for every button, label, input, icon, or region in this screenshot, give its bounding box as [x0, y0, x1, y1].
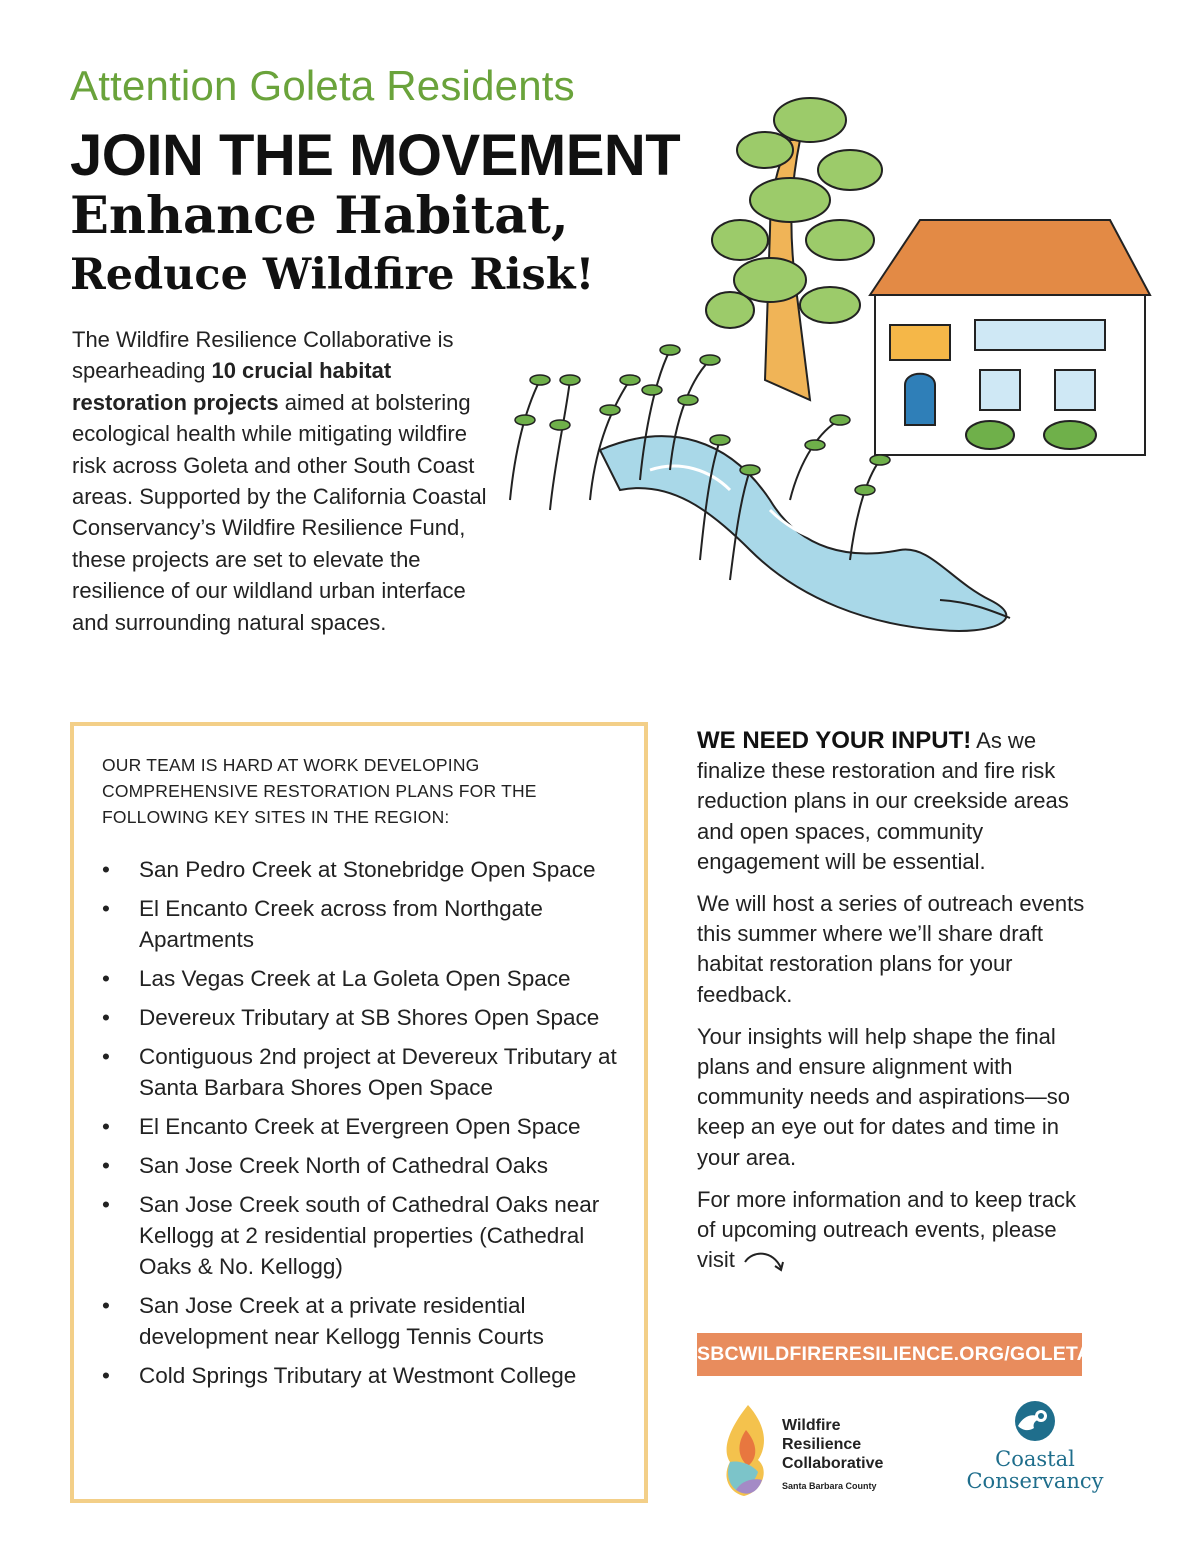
input-paragraph-3: Your insights will help shape the final plans and ensure alignment with community needs and aspirations—so keep an eye out for dates and time in your area. — [697, 1023, 1070, 1170]
kicker-heading: Attention Goleta Residents — [70, 62, 575, 109]
wrc-subtitle: Santa Barbara County — [782, 1481, 877, 1491]
wrc-logo — [718, 1400, 918, 1500]
site-item: • Cold Springs Tributary at Westmont College — [102, 1360, 622, 1391]
input-lead: WE NEED YOUR INPUT! — [697, 727, 972, 754]
site-item: • San Jose Creek at a private residential development near Kellogg Tennis Courts — [102, 1290, 622, 1352]
site-item: • Devereux Tributary at SB Shores Open Space — [102, 1002, 622, 1033]
site-item: • San Jose Creek south of Cathedral Oaks near Kellogg at 2 residential properties (Cathedral Oaks & No. Kellogg) — [102, 1189, 622, 1282]
subheadline-habitat: Enhance Habitat, — [70, 186, 569, 246]
website-link[interactable]: SBCWILDFIRERESILIENCE.ORG/GOLETA — [697, 1333, 1082, 1376]
intro-paragraph: The Wildfire Resilience Collaborative is spearheading 10 crucial habitat restoration projects aimed at bolstering ecological health while mitigating wildfire risk across Goleta and other South Coast areas. Supported by the California Coastal Conservancy’s Wildfire Resilience Fund, these projects are set to elevate the resilience of our wildland urban interface and surrounding natural spaces. — [72, 327, 487, 635]
site-item: • Las Vegas Creek at La Goleta Open Space — [102, 963, 622, 994]
input-paragraph-1: WE NEED YOUR INPUT! As we finalize these restoration and fire risk reduction plans in our creekside areas and open spaces, community engagement will be essential. — [697, 727, 1069, 874]
house — [870, 220, 1150, 455]
site-item: • El Encanto Creek at Evergreen Open Space — [102, 1111, 622, 1142]
sites-list — [102, 854, 622, 1399]
tree-leaves — [706, 98, 882, 328]
creek-house-illustration — [470, 80, 1180, 640]
intro-highlight: 10 crucial habitat restoration projects — [72, 358, 392, 415]
sites-heading: OUR TEAM IS HARD AT WORK DEVELOPING COMPREHENSIVE RESTORATION PLANS FOR THE FOLLOWING KEY SITES IN THE REGION: — [102, 755, 537, 827]
main-headline: JOIN THE MOVEMENT — [70, 123, 681, 188]
site-item: • Contiguous 2nd project at Devereux Tributary at Santa Barbara Shores Open Space — [102, 1041, 622, 1103]
site-item: • El Encanto Creek across from Northgate Apartments — [102, 893, 622, 955]
input-paragraph-2: We will host a series of outreach events this summer where we’ll share draft habitat restoration plans for your feedback. — [697, 891, 1085, 1007]
wrc-flame-icon — [718, 1400, 778, 1500]
wave-emblem-icon — [1010, 1398, 1060, 1444]
cc-name: Coastal Conservancy — [966, 1447, 1104, 1493]
site-item: • San Jose Creek North of Cathedral Oaks — [102, 1150, 622, 1181]
wrc-name: Wildfire Resilience Collaborative — [782, 1417, 884, 1472]
coastal-conservancy-logo — [960, 1398, 1110, 1498]
sites-box — [70, 722, 648, 1503]
input-paragraph-4: For more information and to keep track of upcoming outreach events, please visit — [697, 1185, 1087, 1276]
site-item: • San Pedro Creek at Stonebridge Open Space — [102, 854, 622, 885]
subheadline-wildfire: Reduce Wildfire Risk! — [70, 250, 595, 300]
input-column — [697, 726, 1087, 1287]
curved-arrow-icon — [743, 1248, 787, 1274]
